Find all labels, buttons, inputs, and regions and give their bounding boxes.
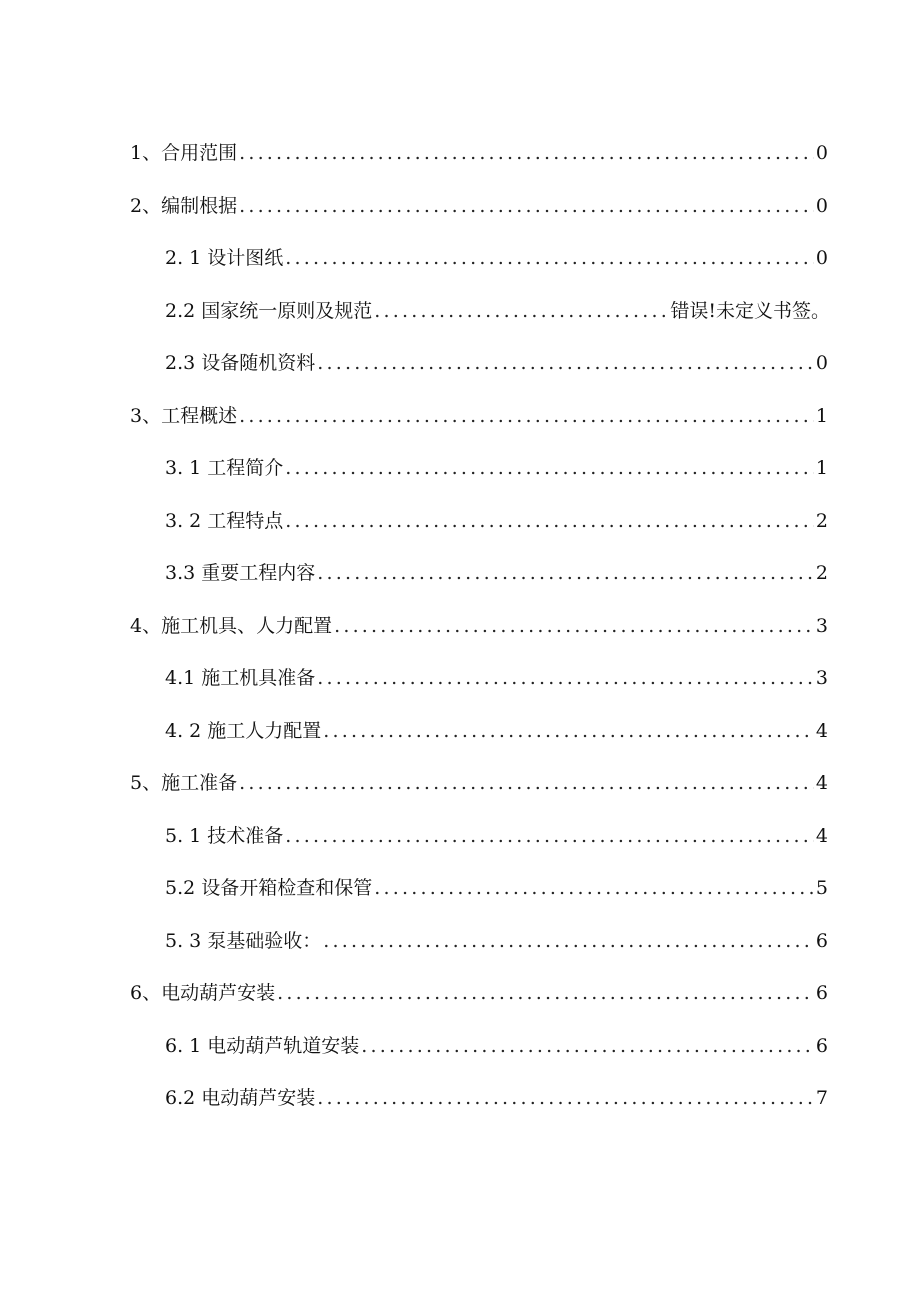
toc-page-number: 2: [815, 562, 828, 584]
toc-entry-title: 5. 1 技术准备: [165, 824, 284, 847]
table-of-contents: [0, 128, 920, 1126]
toc-entry-5[interactable]: [0, 758, 920, 811]
toc-entry-3[interactable]: [0, 391, 920, 444]
toc-dot-leader: [239, 138, 814, 168]
toc-entry-title: 3. 1 工程简介: [165, 457, 284, 479]
toc-entry-4-2[interactable]: [0, 706, 920, 759]
toc-dot-leader: [285, 506, 814, 536]
toc-entry-5-3[interactable]: [0, 916, 920, 969]
toc-entry-2-1[interactable]: [0, 233, 920, 286]
toc-entry-title: 4.1 施工机具准备: [165, 667, 316, 689]
toc-page-number: 0: [815, 247, 828, 269]
toc-page-number: 6: [815, 1034, 828, 1057]
toc-page-number: 6: [815, 929, 828, 952]
toc-dot-leader: [323, 716, 814, 746]
toc-dot-leader: [239, 768, 814, 798]
toc-dot-leader: [285, 821, 814, 851]
toc-dot-leader: [317, 348, 814, 378]
toc-dot-leader: [334, 611, 814, 641]
toc-entry-title: 4. 2 施工人力配置: [165, 719, 322, 742]
toc-page-number: 0: [815, 142, 828, 164]
toc-dot-leader: [317, 558, 814, 588]
toc-page-number: 7: [815, 1087, 828, 1109]
toc-entry-title: 6. 1 电动葫芦轨道安装: [165, 1034, 360, 1057]
toc-entry-3-3[interactable]: [0, 548, 920, 601]
toc-entry-6[interactable]: [0, 968, 920, 1021]
toc-entry-title: 3. 2 工程特点: [165, 509, 284, 532]
toc-entry-title: 6.2 电动葫芦安装: [165, 1087, 316, 1109]
toc-page-number: 6: [815, 982, 828, 1004]
toc-entry-title: 2.2 国家统一原则及规范: [165, 299, 373, 322]
toc-entry-2-2[interactable]: [0, 286, 920, 339]
toc-entry-title: 2、编制根据: [130, 194, 238, 217]
toc-dot-leader: [323, 926, 814, 956]
toc-page-number: 3: [815, 614, 828, 637]
toc-dot-leader: [239, 191, 814, 221]
toc-entry-title: 3.3 重要工程内容: [165, 562, 316, 584]
toc-dot-leader: [361, 1031, 814, 1061]
toc-dot-leader: [285, 453, 814, 483]
toc-entry-5-1[interactable]: [0, 811, 920, 864]
toc-entry-title: 6、电动葫芦安装: [130, 982, 276, 1004]
toc-entry-1[interactable]: [0, 128, 920, 181]
toc-page-number: 4: [815, 772, 828, 794]
toc-page-number: 错误!未定义书签。: [670, 299, 830, 322]
toc-entry-title: 5、施工准备: [130, 772, 238, 794]
toc-entry-title: 3、工程概述: [130, 404, 238, 427]
toc-page-number: 4: [815, 719, 828, 742]
toc-dot-leader: [285, 243, 814, 273]
toc-dot-leader: [239, 401, 814, 431]
toc-entry-title: 2. 1 设计图纸: [165, 247, 284, 269]
toc-page-number: 0: [815, 194, 828, 217]
toc-entry-6-1[interactable]: [0, 1021, 920, 1074]
toc-dot-leader: [374, 296, 668, 326]
toc-entry-2-3[interactable]: [0, 338, 920, 391]
toc-page-number: 1: [815, 404, 828, 427]
toc-entry-4-1[interactable]: [0, 653, 920, 706]
toc-dot-leader: [277, 978, 814, 1008]
toc-entry-title: 2.3 设备随机资料: [165, 352, 316, 374]
toc-dot-leader: [317, 1083, 814, 1113]
toc-page-number: 5: [815, 877, 828, 899]
toc-entry-title: 5.2 设备开箱检查和保管: [165, 877, 373, 899]
toc-entry-title: 4、施工机具、人力配置: [130, 614, 333, 637]
toc-dot-leader: [374, 873, 814, 903]
toc-entry-3-2[interactable]: [0, 496, 920, 549]
toc-entry-6-2[interactable]: [0, 1073, 920, 1126]
toc-page-number: 2: [815, 509, 828, 532]
toc-page-number: 1: [815, 457, 828, 479]
toc-dot-leader: [317, 663, 814, 693]
toc-entry-4[interactable]: [0, 601, 920, 654]
toc-entry-3-1[interactable]: [0, 443, 920, 496]
toc-entry-5-2[interactable]: [0, 863, 920, 916]
toc-entry-title: 1、合用范围: [130, 142, 238, 164]
toc-page-number: 3: [815, 667, 828, 689]
toc-entry-2[interactable]: [0, 181, 920, 234]
toc-page-number: 0: [815, 352, 828, 374]
toc-entry-title: 5. 3 泵基础验收：: [165, 929, 322, 952]
toc-page-number: 4: [815, 824, 828, 847]
